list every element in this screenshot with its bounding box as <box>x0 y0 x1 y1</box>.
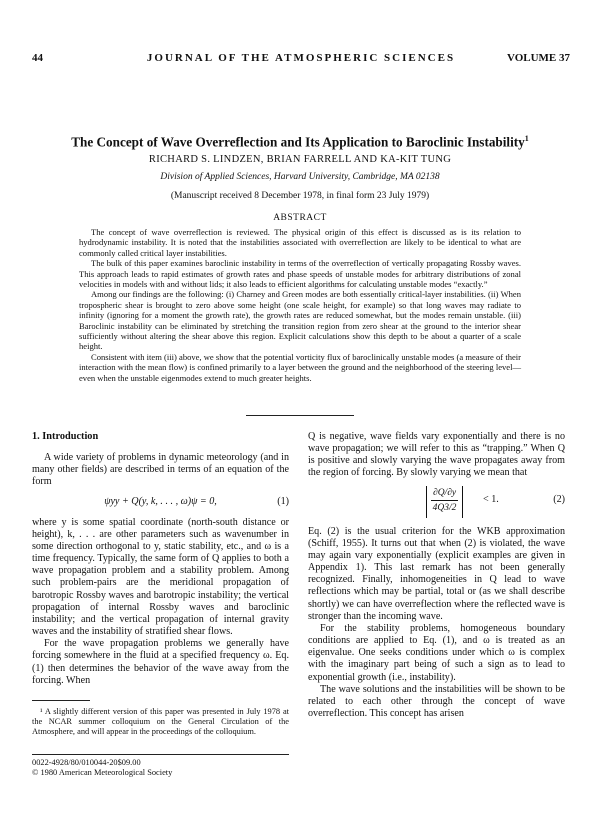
equation-1-expression: ψyy + Q(y, k, . . . , ω)ψ = 0, <box>104 495 217 507</box>
abstract-paragraph: The concept of wave overreflection is reviewed. The physical origin of this effect is discussed as is its relation to hydrodynamic instability. It is noted that the instabilities associated with overreflection are likely to be identical to what are commonly called critical layer instabilities. <box>79 227 521 258</box>
article-title <box>40 131 560 150</box>
body-paragraph: where y is some spatial coordinate (north-south distance or height), k, . . . are other parameters such as wavenumber in some direction orthogonal to y, static stability, etc., and ω is a time frequency. Typically, the same form of Q applies to both a wave propagation problem and a stability problem. Among such problem-pairs are the meridional propagation of barotropic Rossby waves and barotropic instability; the vertical propagation of internal Rossby waves and baroclinic instability; and the vertical propagation of internal gravity waves and the instability of stratified shear flows. <box>32 516 289 638</box>
affiliation: Division of Applied Sciences, Harvard University, Cambridge, MA 02138 <box>160 172 440 182</box>
title-footnote-mark: 1 <box>524 134 529 143</box>
equation-2-fraction <box>431 486 458 515</box>
author-list: RICHARD S. LINDZEN, BRIAN FARRELL AND KA-KIT TUNG <box>148 154 452 165</box>
footnote-rule <box>32 700 90 701</box>
equation-2-absolute-value <box>426 486 463 518</box>
footnote <box>32 707 289 738</box>
abstract-heading: ABSTRACT <box>273 213 327 223</box>
body-paragraph: Eq. (2) is the usual criterion for the WKB approximation (Schiff, 1955). It turns out that when (2) is violated, the wave may again vary exponentially (explicit examples are given in Appendix 1). This last remark has not been generally recognized. Finally, inhomogeneities in Q lead to wave reflections which may be partial, total or (as we shall describe shortly) we can have overreflection where the reflected wave is stronger than the incoming wave. <box>308 525 565 622</box>
abstract-paragraph: Consistent with item (iii) above, we show that the potential vorticity flux of baroclinically unstable modes (a measure of their interaction with the mean flow) is confined primarily to a layer between the ground and the neighborhood of the steering level—even when the unstable eigenmodes extend to much greater heights. <box>79 351 521 383</box>
journal-name: JOURNAL OF THE ATMOSPHERIC SCIENCES <box>146 52 456 64</box>
manuscript-dates: (Manuscript received 8 December 1978, in final form 23 July 1979) <box>170 191 430 201</box>
right-column <box>308 431 565 720</box>
running-header <box>32 52 570 66</box>
issn-code: 0022-4928/80/010044-20$09.00 <box>32 758 141 767</box>
body-paragraph: For the wave propagation problems we generally have forcing somewhere in the fluid at a specified frequency ω. Eq. (1) then determines the behavior of the wave away from the forcing. When <box>32 638 289 686</box>
equation-2-relation: < 1. <box>483 493 499 505</box>
body-paragraph: For the stability problems, homogeneous boundary conditions are applied to Eq. (1), and ω is treated as an eigenvalue. One seeks conditions under which ω is complex with the imaginary part being of such a sign as to lead to exponential growth (i.e., instability). <box>308 622 565 683</box>
left-column <box>32 431 289 687</box>
body-paragraph: Q is negative, wave fields vary exponentially and there is no wave propagation; we will refer to this as “trapping.” When Q is positive and slowly varying the wave propagates away from the region of forcing. By slowly varying we mean that <box>308 431 565 479</box>
volume-label: VOLUME 37 <box>506 52 570 64</box>
publication-info <box>32 754 289 778</box>
section-heading: 1. Introduction <box>32 431 99 442</box>
equation-2 <box>308 484 565 522</box>
section-divider <box>246 415 354 416</box>
abstract-paragraph: The bulk of this paper examines baroclinic instability in terms of the overreflection of vertically propagating Rossby waves. This approach leads to rapid estimates of growth rates and phase speeds of unstable modes for arbitrary distributions of zonal velocities in models with and without lids; it also leads to efficient algorithms for calculating unstable modes “exactly.” <box>79 258 521 290</box>
equation-2-numerator: ∂Q/∂y <box>431 486 458 501</box>
equation-2-number: (2) <box>553 493 565 505</box>
footnote-text: ¹ A slightly different version of this paper was presented in July 1978 at the NCAR summer colloquium on the General Circulation of the Atmosphere, and will appear in the proceedings of the colloquium. <box>32 707 289 737</box>
abstract-paragraph: Among our findings are the following: (i) Charney and Green modes are both essentially critical-layer instabilities. (ii) When tropospheric shear is brought to zero above some height (one scale height, for example) so that long waves may radiate to infinity (ignoring for a moment the growth rate), the growth rates are reduced somewhat, but the modes remain unstable. (iii) Baroclinic instability can be eliminated by stretching the transition region from zero shear at the ground to the interior shear sufficiently without altering the shear above this region. Explicit calculations show this depth to be about a quarter of a scale height. <box>79 289 521 352</box>
body-paragraph: The wave solutions and the instabilities will be shown to be related to each other through the concept of wave overreflection. This concept has arisen <box>308 683 565 719</box>
body-paragraph: A wide variety of problems in dynamic meteorology (and in many other fields) are described in terms of an equation of the form <box>32 452 289 488</box>
article-title-text: The Concept of Wave Overreflection and Its Application to Baroclinic Instability <box>71 134 525 150</box>
equation-1 <box>32 493 289 513</box>
page-number: 44 <box>32 52 43 64</box>
copyright-notice: © 1980 American Meteorological Society <box>32 768 173 778</box>
equation-2-denominator: 4Q3/2 <box>432 502 457 513</box>
equation-1-number: (1) <box>277 495 289 507</box>
abstract-body <box>79 227 521 383</box>
